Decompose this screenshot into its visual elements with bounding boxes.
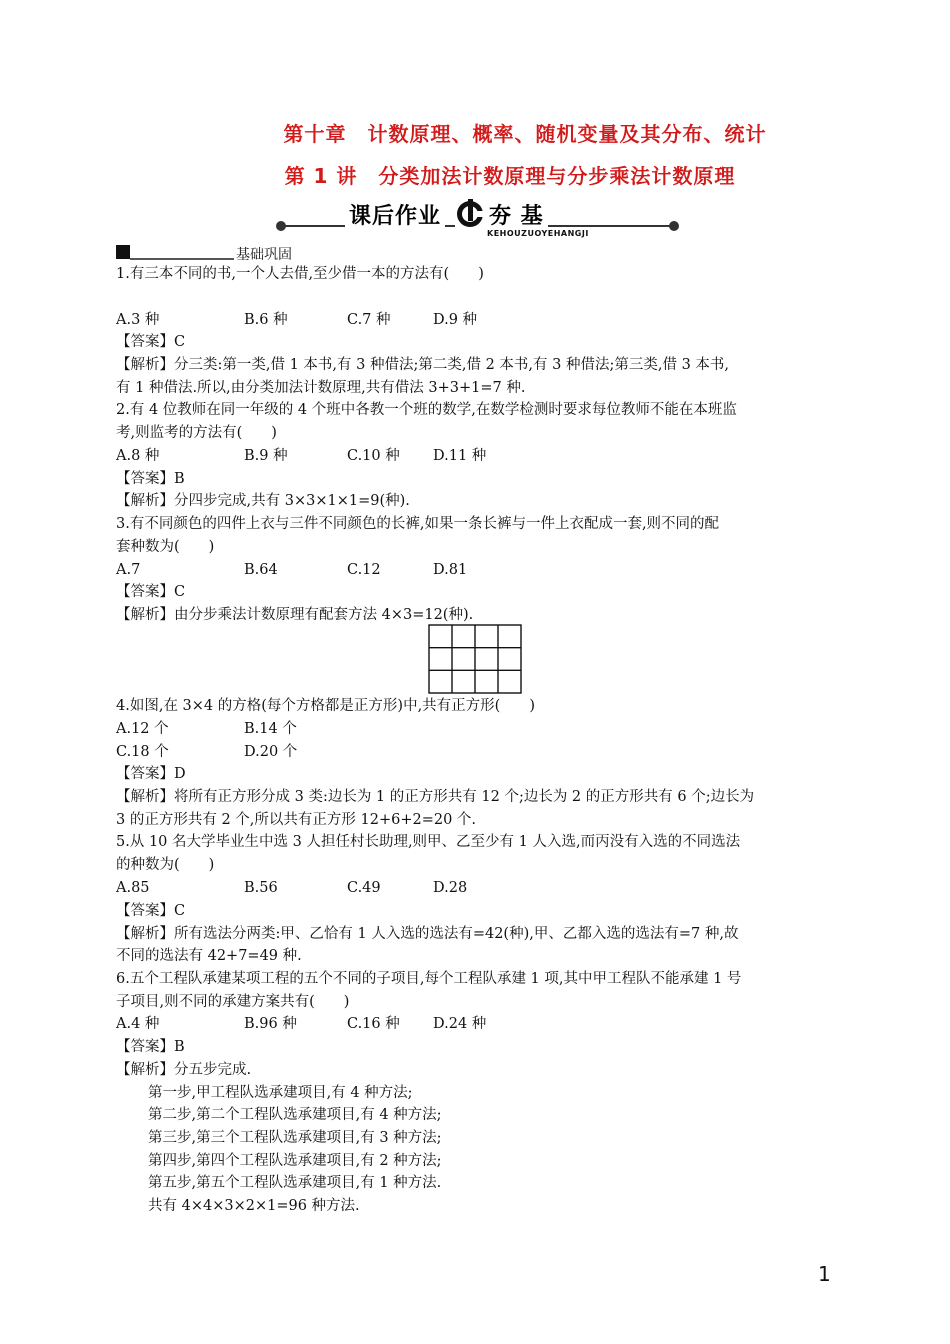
q3-option-b: B.64 [244, 562, 278, 578]
banner-pinyin: KEHOUZUOYEHANGJI [487, 229, 589, 238]
q3-option-d: D.81 [433, 562, 468, 578]
q4-explanation-1: 【解析】将所有正方形分成 3 类:边长为 1 的正方形共有 12 个;边长为 2 的正方形共有 6 个;边长为 [116, 789, 755, 805]
q2-explanation: 【解析】分四步完成,共有 3×3×1×1=9(种). [116, 493, 410, 509]
q5-explanation-1: 【解析】所有选法分两类:甲、乙恰有 1 人入选的选法有=42(种),甲、乙都入选的选法有=7 种,故 [116, 926, 739, 942]
question-5-line-2: 的种数为( ) [116, 857, 215, 873]
question-1: 1.有三本不同的书,一个人去借,至少借一本的方法有( ) [116, 266, 484, 282]
page-number: 1 [818, 1262, 831, 1286]
banner-logo-icon [455, 197, 485, 231]
question-2-line-1: 2.有 4 位教师在同一年级的 4 个班中各教一个班的数学,在数学检测时要求每位教师不能在本班监 [116, 402, 737, 418]
q2-option-d: D.11 种 [433, 448, 487, 464]
q6-step-2: 第二步,第二个工程队选承建项目,有 4 种方法; [148, 1107, 442, 1123]
q6-step-1: 第一步,甲工程队选承建项目,有 4 种方法; [148, 1085, 413, 1101]
section-marker-icon [116, 245, 130, 259]
question-3-line-2: 套种数为( ) [116, 539, 215, 555]
question-2-line-2: 考,则监考的方法有( ) [116, 425, 277, 441]
q1-option-a: A.3 种 [116, 312, 160, 328]
q1-answer: 【答案】C [116, 334, 186, 350]
question-3-line-1: 3.有不同颜色的四件上衣与三件不同颜色的长裤,如果一条长裤与一件上衣配成一套,则不同的配 [116, 516, 720, 532]
q5-option-b: B.56 [244, 880, 278, 896]
q6-total: 共有 4×4×3×2×1=96 种方法. [148, 1198, 360, 1214]
q1-option-d: D.9 种 [433, 312, 478, 328]
q2-option-b: B.9 种 [244, 448, 288, 464]
q5-option-d: D.28 [433, 880, 468, 896]
q4-option-c: C.18 个 [116, 744, 169, 760]
q6-option-c: C.16 种 [347, 1016, 400, 1032]
q4-explanation-2: 3 的正方形共有 2 个,所以共有正方形 12+6+2=20 个. [116, 812, 477, 828]
q6-step-5: 第五步,第五个工程队选承建项目,有 1 种方法. [148, 1175, 442, 1191]
q6-option-d: D.24 种 [433, 1016, 487, 1032]
q4-answer: 【答案】D [116, 766, 186, 782]
q6-option-a: A.4 种 [116, 1016, 160, 1032]
q1-option-b: B.6 种 [244, 312, 288, 328]
q1-explanation-2: 有 1 种借法.所以,由分类加法计数原理,共有借法 3+3+1=7 种. [116, 380, 526, 396]
q6-answer: 【答案】B [116, 1039, 185, 1055]
q1-explanation-1: 【解析】分三类:第一类,借 1 本书,有 3 种借法;第二类,借 2 本书,有 3 种借法;第三类,借 3 本书, [116, 357, 730, 373]
question-6-line-2: 子项目,则不同的承建方案共有( ) [116, 994, 350, 1010]
q5-option-c: C.49 [347, 880, 381, 896]
q3-answer: 【答案】C [116, 584, 186, 600]
q6-option-b: B.96 种 [244, 1016, 297, 1032]
section-rule [130, 258, 234, 260]
homework-banner [280, 197, 675, 239]
q2-answer: 【答案】B [116, 471, 185, 487]
q5-option-a: A.85 [116, 880, 150, 896]
question-5-line-1: 5.从 10 名大学毕业生中选 3 人担任村长助理,则甲、乙至少有 1 人入选,而丙没有入选的不同选法 [116, 834, 741, 850]
banner-dot-right [669, 221, 679, 231]
q3-option-c: C.12 [347, 562, 381, 578]
q3-explanation: 【解析】由分步乘法计数原理有配套方法 4×3=12(种). [116, 607, 474, 623]
banner-left-text: 课后作业 [345, 199, 445, 230]
question-4: 4.如图,在 3×4 的方格(每个方格都是正方形)中,共有正方形( ) [116, 698, 535, 714]
q6-explanation: 【解析】分五步完成. [116, 1062, 252, 1078]
q4-option-b: B.14 个 [244, 721, 297, 737]
q5-answer: 【答案】C [116, 903, 186, 919]
q1-option-c: C.7 种 [347, 312, 391, 328]
q6-step-3: 第三步,第三个工程队选承建项目,有 3 种方法; [148, 1130, 442, 1146]
chapter-title: 第十章 计数原理、概率、随机变量及其分布、统计 [283, 122, 767, 146]
banner-dot-left [276, 221, 286, 231]
grid-figure [428, 624, 522, 694]
q4-option-d: D.20 个 [244, 744, 298, 760]
q4-option-a: A.12 个 [116, 721, 169, 737]
q5-explanation-2: 不同的选法有 42+7=49 种. [116, 948, 302, 964]
lesson-title: 第 1 讲 分类加法计数原理与分步乘法计数原理 [284, 164, 736, 188]
q2-option-a: A.8 种 [116, 448, 160, 464]
q2-option-c: C.10 种 [347, 448, 400, 464]
q6-step-4: 第四步,第四个工程队选承建项目,有 2 种方法; [148, 1153, 442, 1169]
section-label: 基础巩固 [236, 247, 292, 263]
question-6-line-1: 6.五个工程队承建某项工程的五个不同的子项目,每个工程队承建 1 项,其中甲工程队不能承建 1 号 [116, 971, 742, 987]
banner-right-text: 夯 基 [485, 199, 548, 230]
q3-option-a: A.7 [116, 562, 141, 578]
